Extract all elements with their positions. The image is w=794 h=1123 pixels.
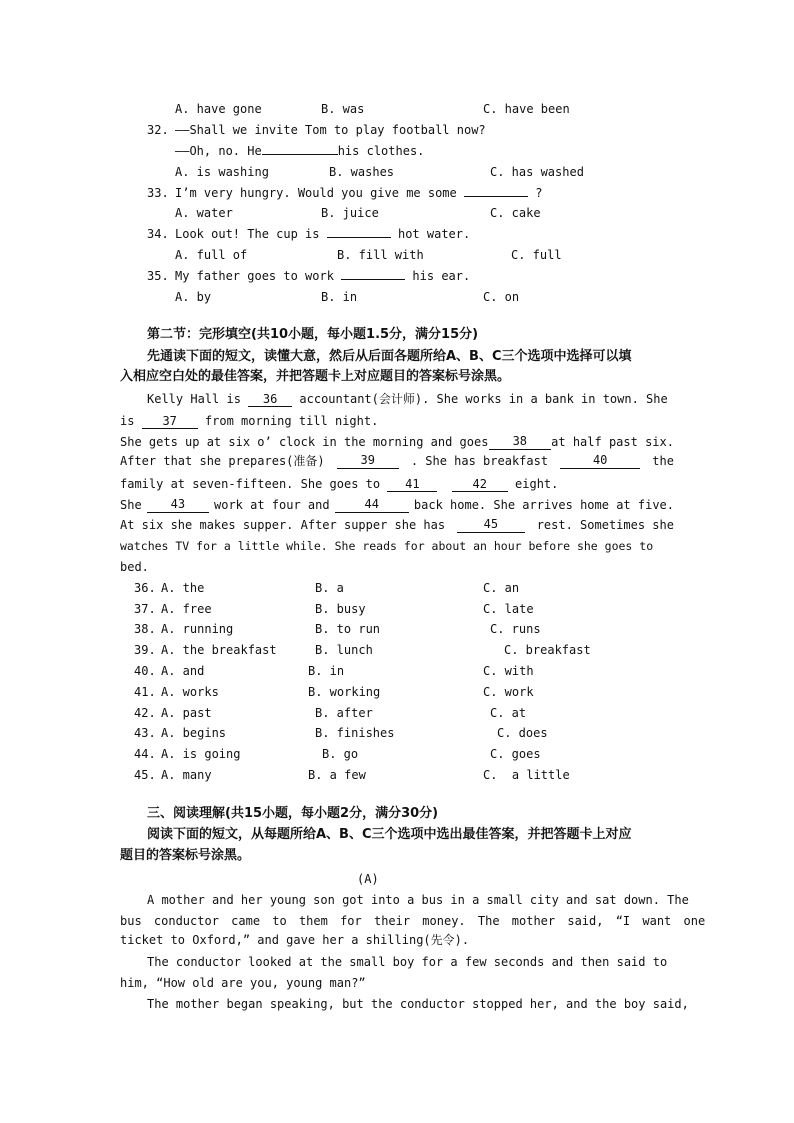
option-c: C. at [490,706,527,720]
section-instructions: 题目的答案标号涂黑。 [120,848,251,863]
option-c: C. have been [483,102,570,116]
text: ? [535,186,543,200]
option-a: A. by [175,290,212,304]
passage-line: The conductor looked at the small boy for a few seconds and then said to [147,955,668,969]
option-a: A. is washing [175,165,269,179]
text: My father goes to work [175,269,334,283]
text: back home. She arrives home at five. [413,498,674,512]
text: from morning till night. [204,414,379,428]
option-b: B. was [321,102,365,116]
option-c: C. has washed [490,165,584,179]
option-b: B. working [308,685,381,699]
passage-line: The mother began speaking, but the conductor stopped her, and the boy said, [147,997,689,1011]
text: She gets up at six o’ clock in the morning and goes [120,435,489,449]
passage-label: (A) [357,872,379,886]
passage-line [120,517,674,533]
option-a: A. water [175,206,233,220]
option-c: C. an [483,581,520,595]
question-line [175,268,470,284]
passage-line: watches TV for a little while. She reads for about an hour before she goes to [120,539,654,553]
option-a: A. the breakfast [161,643,277,657]
blank-42: 42 [452,477,508,492]
option-a: A. and [161,664,205,678]
option-c: C. runs [490,622,541,636]
option-b: B. lunch [315,643,373,657]
answer-blank [327,237,391,238]
question-number: 37. [134,602,156,616]
option-c: C. on [483,290,520,304]
blank-41: 41 [387,477,437,492]
passage-line: bus conductor came to them for their money. The mother said, “I want one [120,914,706,928]
passage-line [120,453,674,469]
passage-line [120,497,674,513]
option-b: B. a few [308,768,366,782]
option-a: A. the [161,581,205,595]
text: After that she prepares(准备) [120,454,325,468]
blank-38: 38 [489,434,551,450]
option-b: B. go [322,747,359,761]
option-b: B. in [321,290,358,304]
text: his clothes. [337,144,425,158]
section-instructions: 阅读下面的短文，从每题所给A、B、C三个选项中选出最佳答案，并把答题卡上对应 [147,827,632,842]
option-b: B. busy [315,602,366,616]
text: Look out! The cup is [175,227,320,241]
passage-line: him, “How old are you, young man?” [120,976,366,990]
passage-line [120,413,378,429]
question-number: 44. [134,747,156,761]
question-number: 32. [147,123,169,137]
option-a: A. works [161,685,219,699]
option-c: C. does [497,726,548,740]
question-number: 34. [147,227,169,241]
option-b: B. to run [315,622,381,636]
answer-blank [341,279,405,280]
question-number: 43. [134,726,156,740]
answer-blank [464,196,528,197]
option-a: A. many [161,768,212,782]
text: . She has breakfast [410,454,549,468]
text: At six she makes supper. After supper she has [120,518,446,532]
text: hot water. [397,227,471,241]
option-b: B. fill with [337,248,424,262]
option-a: A. full of [175,248,248,262]
text: rest. Sometimes she [536,518,674,532]
blank-40: 40 [560,453,640,469]
option-c: C. goes [490,747,541,761]
text: his ear. [412,269,471,283]
option-b: B. finishes [315,726,395,740]
question-number: 39. [134,643,156,657]
option-c: C. breakfast [504,643,591,657]
question-number: 33. [147,186,169,200]
option-a: A. free [161,602,212,616]
option-b: B. in [308,664,345,678]
question-number: 42. [134,706,156,720]
passage-line [120,476,558,492]
text: accountant(会计师). She works in a bank in town. She [299,392,668,406]
question-number: 38. [134,622,156,636]
section-instructions: 入相应空白处的最佳答案，并把答题卡上对应题目的答案标号涂黑。 [120,369,511,384]
option-c: C. full [511,248,562,262]
blank-44: 44 [335,497,409,513]
question-number: 41. [134,685,156,699]
blank-45: 45 [457,517,525,533]
answer-blank [262,154,338,155]
text: work at four and [214,498,330,512]
option-a: A. have gone [175,102,262,116]
option-b: B. a [315,581,344,595]
question-number: 40. [134,664,156,678]
question-line [175,226,470,242]
question-number: 35. [147,269,169,283]
question-line: ——Shall we invite Tom to play football now? [175,123,486,137]
option-b: B. juice [321,206,379,220]
question-number: 45. [134,768,156,782]
text: is [120,414,135,428]
passage-line [147,391,668,407]
option-c: C. work [483,685,534,699]
passage-line: A mother and her young son got into a bus in a small city and sat down. The [147,893,689,907]
text: at half past six. [551,435,674,449]
option-c: C. cake [490,206,541,220]
option-a: A. past [161,706,212,720]
option-b: B. washes [329,165,395,179]
text: I’m very hungry. Would you give me some [175,186,457,200]
blank-37: 37 [142,414,198,429]
passage-line: bed. [120,560,149,574]
text: eight. [515,477,559,491]
section-title: 第二节：完形填空(共10小题，每小题1.5分，满分15分) [147,327,479,342]
option-a: A. is going [161,747,241,761]
blank-43: 43 [147,497,209,513]
text: She [120,498,142,512]
option-c: C. late [483,602,534,616]
text: the [652,454,674,468]
option-c: C. a little [483,768,570,782]
text: Kelly Hall is [147,392,241,406]
option-c: C. with [483,664,534,678]
blank-39: 39 [337,453,399,469]
question-line [175,185,542,201]
option-a: A. running [161,622,234,636]
blank-36: 36 [248,392,292,407]
question-number: 36. [134,581,156,595]
option-a: A. begins [161,726,227,740]
text: ——Oh, no. He [175,144,262,158]
passage-line: ticket to Oxford,” and gave her a shilling(先令). [120,933,470,947]
section-title: 三、阅读理解(共15小题，每小题2分，满分30分) [147,806,439,821]
text: family at seven-fifteen. She goes to [120,477,381,491]
question-line [175,143,424,159]
section-instructions: 先通读下面的短文，读懂大意，然后从后面各题所给A、B、C三个选项中选择可以填 [147,349,632,364]
option-b: B. after [315,706,373,720]
passage-line [120,434,674,450]
